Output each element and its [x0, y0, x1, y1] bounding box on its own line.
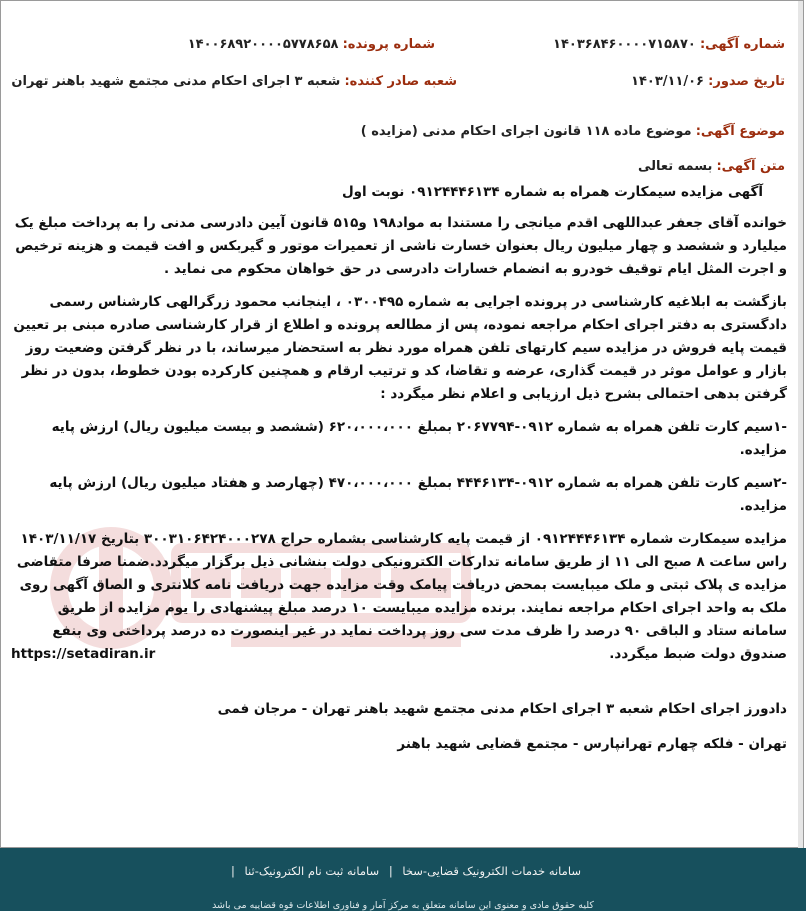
- auction-paragraph: مزایده سیمکارت شماره ۰۹۱۲۴۴۴۶۱۳۴ از قیمت پایه کارشناسی بشماره حراج ۳۰۰۳۱۰۶۴۲۴۰۰۰۲۷۸ بتاریخ ۱۴۰۳/۱۱/۱۷ راس ساعت ۸ صبح الی ۱۱ از طریق سامانه تدارکات الکترونیکی دولت بنشانی ذیل برگزار میگردد.ضمنا صرفا متقاضی مزایده ی پلاک ثبتی و ملک میبایست بمحض دریافت پیامک وقت مزایده جهت دریافت نامه کلانتری و الصاق آگهی روی ملک به واحد اجرای احکام مراجعه نمایند. برنده مزایده میبایست ۱۰ درصد مبلغ پیشنهادی را یوم مزایده از طریق سامانه ستاد و الباقی ۹۰ درصد را ظرف مدت سی روز پرداخت نماید در غیر اینصورت ده درصد پرداختی وی بنفع صندوق دولت ضبط میگردد.: [16, 531, 787, 662]
- item-2: -۲سیم کارت تلفن همراه به شماره ۰۹۱۲-۴۴۴۶۱۳۴ بمبلغ ۴۷۰،۰۰۰،۰۰۰ (چهارصد و هفتاد میلیون ریال) ارزش پایه مزایده.: [49, 475, 787, 514]
- text-label: متن آگهی:: [716, 159, 785, 174]
- item-1: -۱سیم کارت تلفن همراه به شماره ۰۹۱۲-۲۰۶۷۷۹۴ بمبلغ ۶۲۰،۰۰۰،۰۰۰ (ششصد و بیست میلیون ریال) ارزش پایه مزایده.: [51, 419, 787, 458]
- footer-link-sana[interactable]: سامانه ثبت نام الکترونیک-ثنا: [244, 864, 380, 878]
- issuer-value: شعبه ۳ اجرای احکام مدنی مجتمع شهید باهنر تهران: [11, 74, 341, 89]
- case-number-row: [188, 37, 435, 52]
- ruling-paragraph: خوانده آقای جعفر عبداللهی اقدم میانجی را مستندا به مواد۱۹۸ و۵۱۵ قانون آیین دادرسی مدنی را به پرداخت مبلغ یک میلیارد و ششصد و چهار میلیون ریال بعنوان خسارت ناشی از تعمیرات موتور و گیربکس و افت قیمت و هزینه ترخیص و اجرت المثل ایام توقیف خودرو به انضمام خسارات دادرسی در حق خواهان محکوم می نماید .: [14, 215, 787, 277]
- notice-number-value: ۱۴۰۳۶۸۴۶۰۰۰۰۷۱۵۸۷۰: [553, 37, 696, 52]
- subject-label: موضوع آگهی:: [695, 124, 785, 139]
- issue-date-value: ۱۴۰۳/۱۱/۰۶: [631, 74, 704, 89]
- subject-value: موضوع ماده ۱۱۸ قانون اجرای احکام مدنی (مزایده ): [360, 124, 692, 139]
- notice-body: [11, 181, 787, 756]
- notice-title: آگهی مزایده سیمکارت همراه به شماره ۰۹۱۲۴۴۴۶۱۳۴ نوبت اول: [341, 184, 763, 200]
- appraisal-paragraph: بازگشت به ابلاغیه کارشناسی در پرونده اجرایی به شماره ۰۳۰۰۴۹۵ ، اینجانب محمود زرگرالهی کارشناس رسمی دادگستری به دفتر اجرای احکام مراجعه نموده، پس از مطالعه پرونده و اطلاع از قرار کارشناسی صادره مبنی بر تعیین قیمت پایه فروش در مزایده سیم کارتهای تلفن همراه مورد نظر به استحضار میرساند، با در نظر گرفتن وضعیت روز بازار و عوامل موثر در قیمت گذاری، عرضه و تقاضا، کد و ترتیب ارقام و همچنین کارکرده بودن خطوط، بدون در نظر گرفتن بدهی احتمالی بشرح ذیل ارزیابی و اعلام نظر میگردد :: [13, 294, 787, 402]
- notice-number-label: شماره آگهی:: [699, 37, 785, 52]
- case-number-value: ۱۴۰۰۶۸۹۲۰۰۰۰۵۷۷۸۶۵۸: [187, 37, 339, 52]
- text-row: [638, 159, 785, 174]
- scrollbar[interactable]: [798, 1, 803, 849]
- notice-number-row: [553, 37, 785, 52]
- issue-date-label: تاریخ صدور:: [708, 74, 785, 89]
- setad-link[interactable]: https://setadiran.ir: [11, 646, 156, 662]
- address-line: تهران - فلکه چهارم تهرانپارس - مجتمع قضایی شهید باهنر: [397, 736, 787, 752]
- footer-links: [0, 864, 806, 878]
- footer-link-sakha[interactable]: سامانه خدمات الکترونیک قضایی-سخا: [402, 864, 581, 878]
- subject-row: [361, 124, 785, 139]
- case-number-label: شماره پرونده:: [342, 37, 435, 52]
- issue-date-row: [631, 74, 785, 89]
- bismillah-line: بسمه تعالی: [637, 159, 713, 174]
- site-footer: [0, 848, 806, 911]
- footer-divider: |: [388, 864, 393, 878]
- footer-divider-end: |: [231, 864, 235, 878]
- signature-line: دادورز اجرای احکام شعبه ۳ اجرای احکام مدنی مجتمع شهید باهنر تهران - مرجان فمی: [217, 701, 787, 717]
- issuer-label: شعبه صادر کننده:: [344, 74, 457, 89]
- issuer-row: [11, 74, 457, 89]
- footer-copyright: کلیه حقوق مادی و معنوی این سامانه متعلق به مرکز آمار و فناوری اطلاعات قوه قضاییه می باشد: [212, 900, 594, 911]
